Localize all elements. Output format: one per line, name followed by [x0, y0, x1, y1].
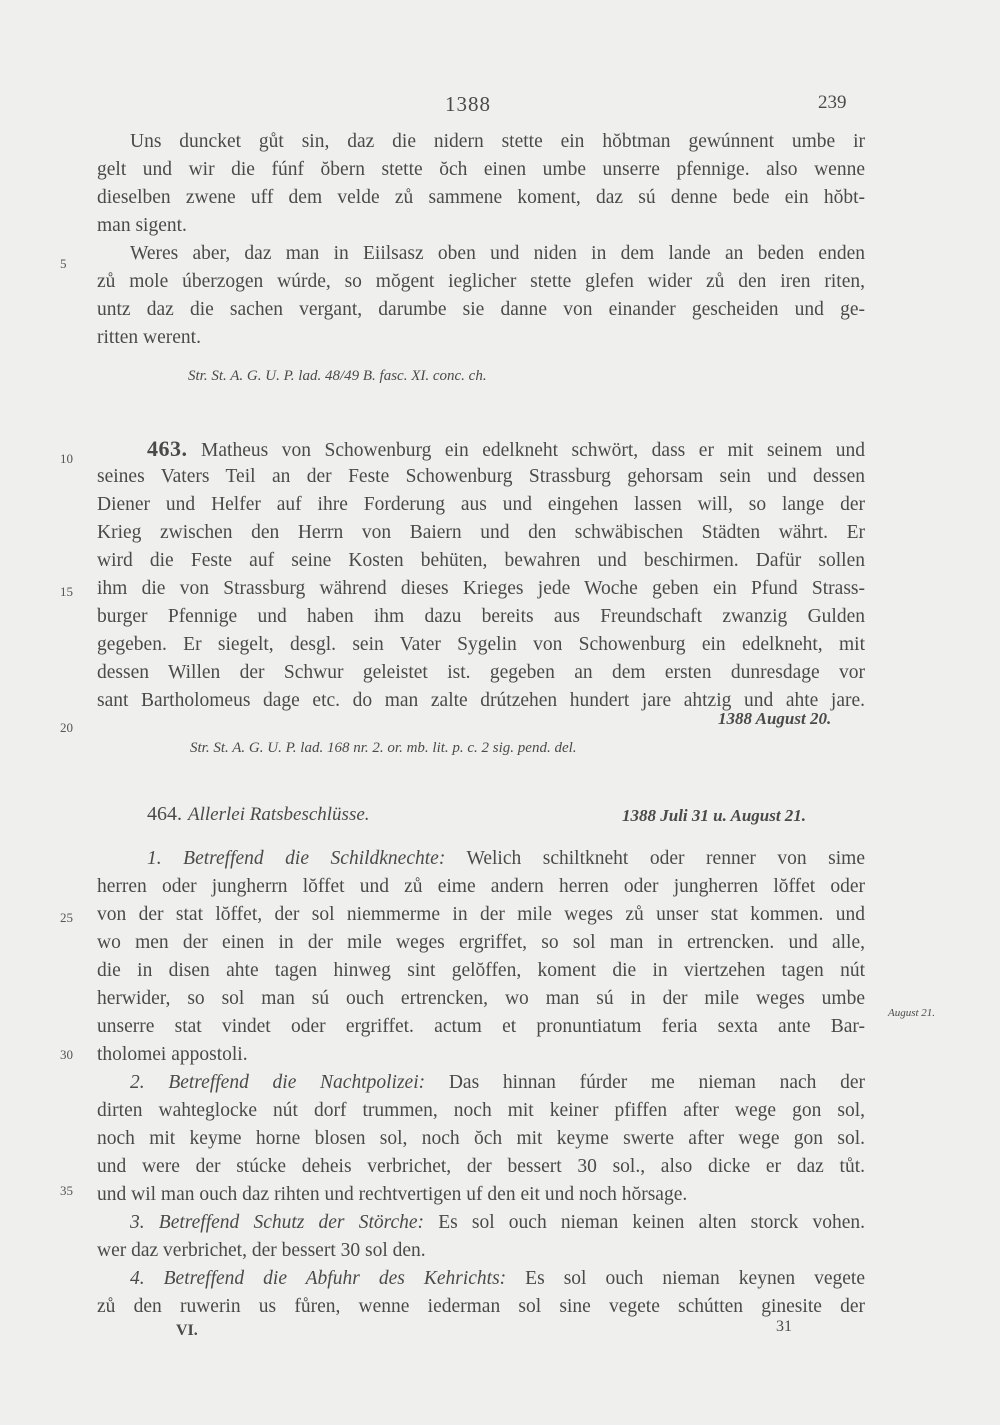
text-line: untz daz die sachen vergant, darumbe sie danne von einander gescheiden und ge- — [97, 299, 865, 320]
text-line: noch mit keyme horne blosen sol, noch ŏch mit keyme swerte after wege gon sol. — [97, 1128, 865, 1149]
section-label: 1. Betreffend die Schildknechte: — [147, 848, 446, 869]
text-line: Weres aber, daz man in Eiilsasz oben und niden in dem lande an beden enden — [130, 243, 865, 264]
text-line: Matheus von Schowenburg ein edelkneht schwört, dass er mit seinem und — [201, 440, 865, 461]
line-number: 25 — [60, 910, 73, 925]
text-line: gelt und wir die fúnf ŏbern stette ŏch einen umbe unserre pfennige. also wenne — [97, 159, 865, 180]
section-2-first-line — [130, 1069, 865, 1096]
line-number: 10 — [60, 451, 73, 466]
section-4-first-line — [130, 1265, 865, 1292]
footer-signature: VI. — [176, 1322, 198, 1339]
section-3-first-line — [130, 1209, 865, 1236]
text-line: wer daz verbrichet, der bessert 30 sol den. — [97, 1240, 426, 1261]
text-line: man sigent. — [97, 215, 187, 236]
text-line: tholomei appostoli. — [97, 1044, 248, 1065]
entry-title: Allerlei Ratsbeschlüsse. — [188, 804, 370, 825]
text-line: von der stat lŏffet, der sol niemmerme in der mile weges zů unser stat kommen. und — [97, 904, 865, 925]
text-line: Das hinnan fúrder me nieman nach der — [448, 1072, 865, 1093]
line-number: 35 — [60, 1183, 73, 1198]
text-line: gegeben. Er siegelt, desgl. sein Vater Sygelin von Schowenburg ein edelkneht, mit — [97, 634, 865, 655]
text-line: dessen Willen der Schwur geleistet ist. gegeben an dem ersten dunresdage vor — [97, 662, 865, 683]
text-line: dieselben zwene uff dem velde zů sammene koment, daz sú denne bede ein hŏbt- — [97, 187, 865, 208]
header-page-number: 239 — [818, 92, 847, 113]
text-line: Es sol ouch nieman keinen alten storck vohen. — [438, 1212, 865, 1233]
text-line: wo men der einen in der mile weges ergriffet, so sol man in ertrencken. und alle, — [97, 932, 865, 953]
entry-date: 1388 August 20. — [718, 709, 832, 728]
source-citation: Str. St. A. G. U. P. lad. 48/49 B. fasc. XI. conc. ch. — [188, 368, 487, 384]
text-line: Krieg zwischen den Herrn von Baiern und den schwäbischen Städten währt. Er — [97, 522, 865, 543]
section-label: 3. Betreffend Schutz der Störche: — [130, 1212, 425, 1233]
text-line: zů den ruwerin us fůren, wenne iederman sol sine vegete schútten ginesite der — [97, 1296, 865, 1317]
section-label: 2. Betreffend die Nachtpolizei: — [130, 1072, 426, 1093]
text-line: dirten wahteglocke nút dorf trummen, noch mit keiner pfiffen after wege gon sol, — [97, 1100, 865, 1121]
entry-number: 463. — [147, 436, 188, 461]
text-line: die in disen ahte tagen hinweg sint gelŏffen, koment die in viertzehen tagen nút — [97, 960, 865, 981]
line-number: 15 — [60, 584, 73, 599]
line-number: 20 — [60, 720, 73, 735]
text-line: zů mole úberzogen wúrde, so mŏgent ieglicher stette glefen wider zů den iren riten, — [97, 271, 865, 292]
text-line: wird die Feste auf seine Kosten behüten, bewahren und beschirmen. Dafür sollen — [97, 550, 865, 571]
section-label: 4. Betreffend die Abfuhr des Kehrichts: — [130, 1268, 507, 1289]
text-line: ihm die von Strassburg während dieses Krieges jede Woche geben ein Pfund Strass- — [97, 578, 865, 599]
text-line: herren oder jungherrn lŏffet und zů eime andern herren oder jungherren lŏffet oder — [97, 876, 865, 897]
entry-date: 1388 Juli 31 u. August 21. — [622, 806, 807, 825]
text-line: und were der stúcke deheis verbrichet, der bessert 30 sol., also dicke er daz tůt. — [97, 1156, 865, 1177]
text-line: sant Bartholomeus dage etc. do man zalte drútzehen hundert jare ahtzig und ahte jare. — [97, 690, 865, 711]
line-number: 30 — [60, 1047, 73, 1062]
text-line: Es sol ouch nieman keynen vegete — [525, 1268, 865, 1289]
entry-464-heading — [147, 803, 370, 826]
entry-463-first-line — [147, 435, 865, 464]
footer-sheet-number: 31 — [776, 1318, 792, 1335]
entry-number: 464. — [147, 803, 182, 825]
text-line: Uns duncket gůt sin, daz die nidern stette ein hŏbtman gewúnnent umbe ir — [130, 131, 865, 152]
text-line: herwider, so sol man sú ouch ertrencken, wo man sú in der mile weges umbe — [97, 988, 865, 1009]
text-line: ritten werent. — [97, 327, 201, 348]
margin-note: August 21. — [888, 1007, 936, 1019]
text-line: seines Vaters Teil an der Feste Schowenburg Strassburg gehorsam sein und dessen — [97, 466, 865, 487]
header-year: 1388 — [445, 92, 491, 116]
source-citation: Str. St. A. G. U. P. lad. 168 nr. 2. or. mb. lit. p. c. 2 sig. pend. del. — [190, 740, 577, 756]
text-line: burger Pfennige und haben ihm dazu bereits aus Freundschaft zwanzig Gulden — [97, 606, 865, 627]
text-line: Diener und Helfer auf ihre Forderung aus und eingehen lassen will, so lange der — [97, 494, 865, 515]
section-1-first-line — [147, 845, 865, 872]
line-number: 5 — [60, 256, 67, 271]
text-line: Welich schiltkneht oder renner von sime — [466, 848, 865, 869]
text-line: unserre stat vindet oder ergriffet. actum et pronuntiatum feria sexta ante Bar- — [97, 1016, 865, 1037]
text-line: und wil man ouch daz rihten und rechtvertigen uf den eit und noch hŏrsage. — [97, 1184, 688, 1205]
